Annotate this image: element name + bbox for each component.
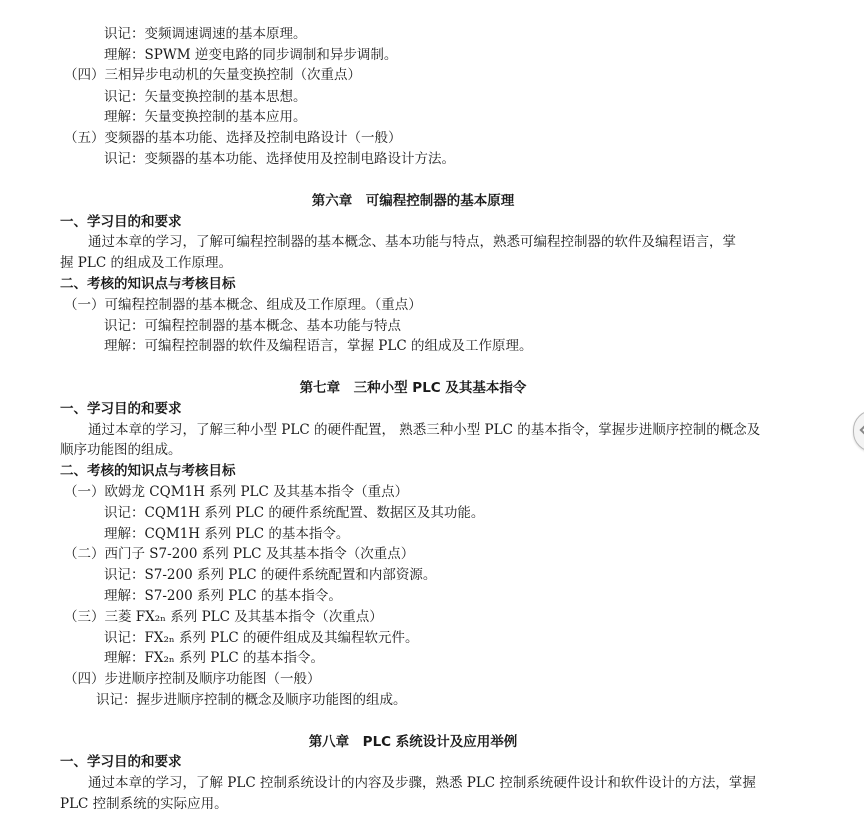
chapter-title: 第八章 PLC 系统设计及应用举例 xyxy=(308,734,518,750)
text-line: 识记：变频调速调速的基本原理。 xyxy=(104,26,307,42)
text-line: （一）欧姆龙 CQM1H 系列 PLC 及其基本指令（重点） xyxy=(64,484,409,500)
text-line: 识记：变频器的基本功能、选择使用及控制电路设计方法。 xyxy=(104,151,455,167)
text-line: 理解：FX₂ₙ 系列 PLC 的基本指令。 xyxy=(104,650,324,666)
text-line: 理解：可编程控制器的软件及编程语言，掌握 PLC 的组成及工作原理。 xyxy=(104,338,533,354)
section-heading: 二、考核的知识点与考核目标 xyxy=(60,463,236,479)
text-line: 顺序功能图的组成。 xyxy=(60,442,182,458)
section-heading: 一、学习目的和要求 xyxy=(60,214,182,230)
text-line: （三）三菱 FX₂ₙ 系列 PLC 及其基本指令（次重点） xyxy=(64,609,383,625)
section-heading: 一、学习目的和要求 xyxy=(60,754,182,770)
text-line: 通过本章的学习，了解三种小型 PLC 的硬件配置， 熟悉三种小型 PLC 的基本指令，掌握步进顺序控制的概念及 xyxy=(88,422,761,438)
text-line: 理解：S7-200 系列 PLC 的基本指令。 xyxy=(104,588,342,604)
chapter-title: 第六章 可编程控制器的基本原理 xyxy=(311,193,515,209)
text-line: 识记：S7-200 系列 PLC 的硬件系统配置和内部资源。 xyxy=(104,567,437,583)
text-line: 理解：CQM1H 系列 PLC 的基本指令。 xyxy=(104,526,350,542)
text-line: 识记：可编程控制器的基本概念、基本功能与特点 xyxy=(104,318,401,334)
text-line: 通过本章的学习，了解 PLC 控制系统设计的内容及步骤，熟悉 PLC 控制系统硬件设计和软件设计的方法，掌握 xyxy=(88,775,756,791)
text-line: 识记：矢量变换控制的基本思想。 xyxy=(104,89,307,105)
section-heading: 一、学习目的和要求 xyxy=(60,401,182,417)
text-line: （四）三相异步电动机的矢量变换控制（次重点） xyxy=(64,67,361,83)
text-line: 通过本章的学习，了解可编程控制器的基本概念、基本功能与特点，熟悉可编程控制器的软件及编程语言，掌 xyxy=(88,234,736,250)
chapter-title: 第七章 三种小型 PLC 及其基本指令 xyxy=(299,380,527,396)
section-heading: 二、考核的知识点与考核目标 xyxy=(60,276,236,292)
text-line: PLC 控制系统的实际应用。 xyxy=(60,796,228,812)
text-line: （二）西门子 S7-200 系列 PLC 及其基本指令（次重点） xyxy=(64,546,415,562)
text-line: 识记：FX₂ₙ 系列 PLC 的硬件组成及其编程软元件。 xyxy=(104,630,419,646)
text-line: 识记：握步进顺序控制的概念及顺序功能图的组成。 xyxy=(96,692,407,708)
text-line: 识记：CQM1H 系列 PLC 的硬件系统配置、数据区及其功能。 xyxy=(104,505,485,521)
text-line: 理解：矢量变换控制的基本应用。 xyxy=(104,109,307,125)
text-line: （五）变频器的基本功能、选择及控制电路设计（一般） xyxy=(64,130,402,146)
text-line: （四）步进顺序控制及顺序功能图（一般） xyxy=(64,671,321,687)
text-line: 握 PLC 的组成及工作原理。 xyxy=(60,255,232,271)
text-line: （一）可编程控制器的基本概念、组成及工作原理。（重点） xyxy=(64,297,422,313)
chevron-left-icon xyxy=(860,422,864,439)
text-line: 理解：SPWM 逆变电路的同步调制和异步调制。 xyxy=(104,47,398,63)
